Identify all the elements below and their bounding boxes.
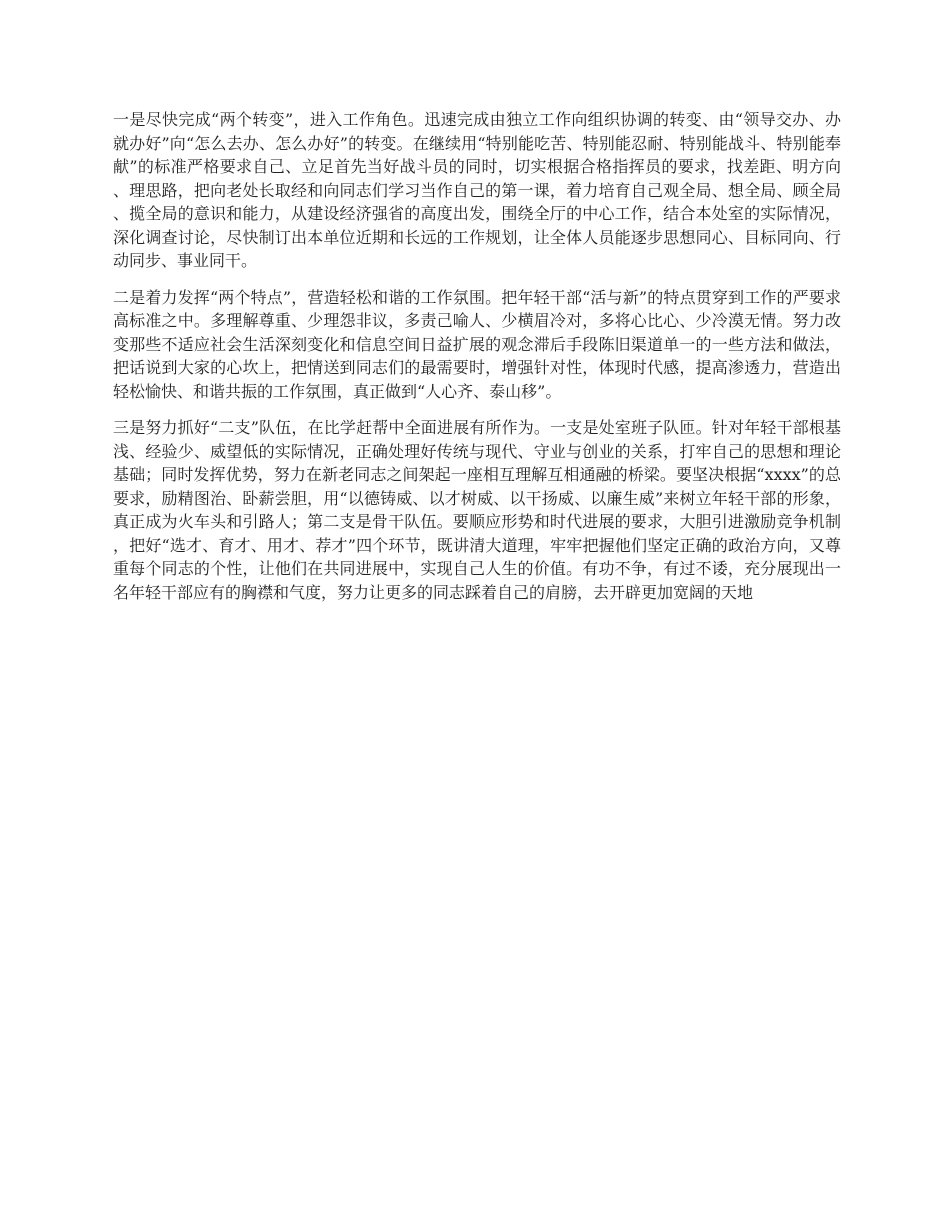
paragraph-2: 二是着力发挥“两个特点”，营造轻松和谐的工作氛围。把年轻干部“活与新”的特点贯穿到工作的严要求高标准之中。多理解尊重、少理怨非议，多责己喻人、少横眉冷对，多将心比心、少冷漠无情。努力改变那些不适应社会生活深刻变化和信息空间日益扩展的观念滞后手段陈旧渠道单一的一些方法和做法，把话说到大家的心坎上，把情送到同志们的最需要时，增强针对性，体现时代感，提高渗透力，营造出轻松愉快、和谐共振的工作氛围，真正做到“人心齐、泰山移”。	[113, 287, 841, 401]
paragraph-3: 三是努力抓好“二支”队伍，在比学赶帮中全面进展有所作为。一支是处室班子队匝。针对年轻干部根基浅、经验少、威望低的实际情况，正确处理好传统与现代、守业与创业的关系，打牢自己的思想和理论基础；同时发挥优势，努力在新老同志之间架起一座相互理解互相通融的桥梁。要坚决根据“xxxx”的总要求，励精图治、卧薪尝胆，用“以德铸威、以才树威、以干扬威、以廉生威”来树立年轻干部的形象，真正成为火车头和引路人；第二支是骨干队伍。要顺应形势和时代进展的要求，大胆引进激励竞争机制，把好“选才、育才、用才、荐才”四个环节，既讲清大道理，牢牢把握他们坚定正确的政治方向，又尊重每个同志的个性，让他们在共同进展中，实现自己人生的价值。有功不争，有过不诿，充分展现出一名年轻干部应有的胸襟和气度，努力让更多的同志踩着自己的肩膀，去开辟更加宽阔的天地	[113, 418, 841, 602]
document-body	[113, 108, 841, 617]
paragraph-1: 一是尽快完成“两个转变”，进入工作角色。迅速完成由独立工作向组织协调的转变、由“领导交办、办就办好”向“怎么去办、怎么办好”的转变。在继续用“特别能吃苦、特别能忍耐、特别能战斗、特别能奉献”的标准严格要求自己、立足首先当好战斗员的同时，切实根据合格指挥员的要求，找差距、明方向、理思路，把向老处长取经和向同志们学习当作自己的第一课，着力培育自己观全局、想全局、顾全局、揽全局的意识和能力，从建设经济强省的高度出发，围绕全厅的中心工作，结合本处室的实际情况，深化调查讨论，尽快制订出本单位近期和长远的工作规划，让全体人员能逐步思想同心、目标同向、行动同步、事业同干。	[113, 110, 841, 270]
